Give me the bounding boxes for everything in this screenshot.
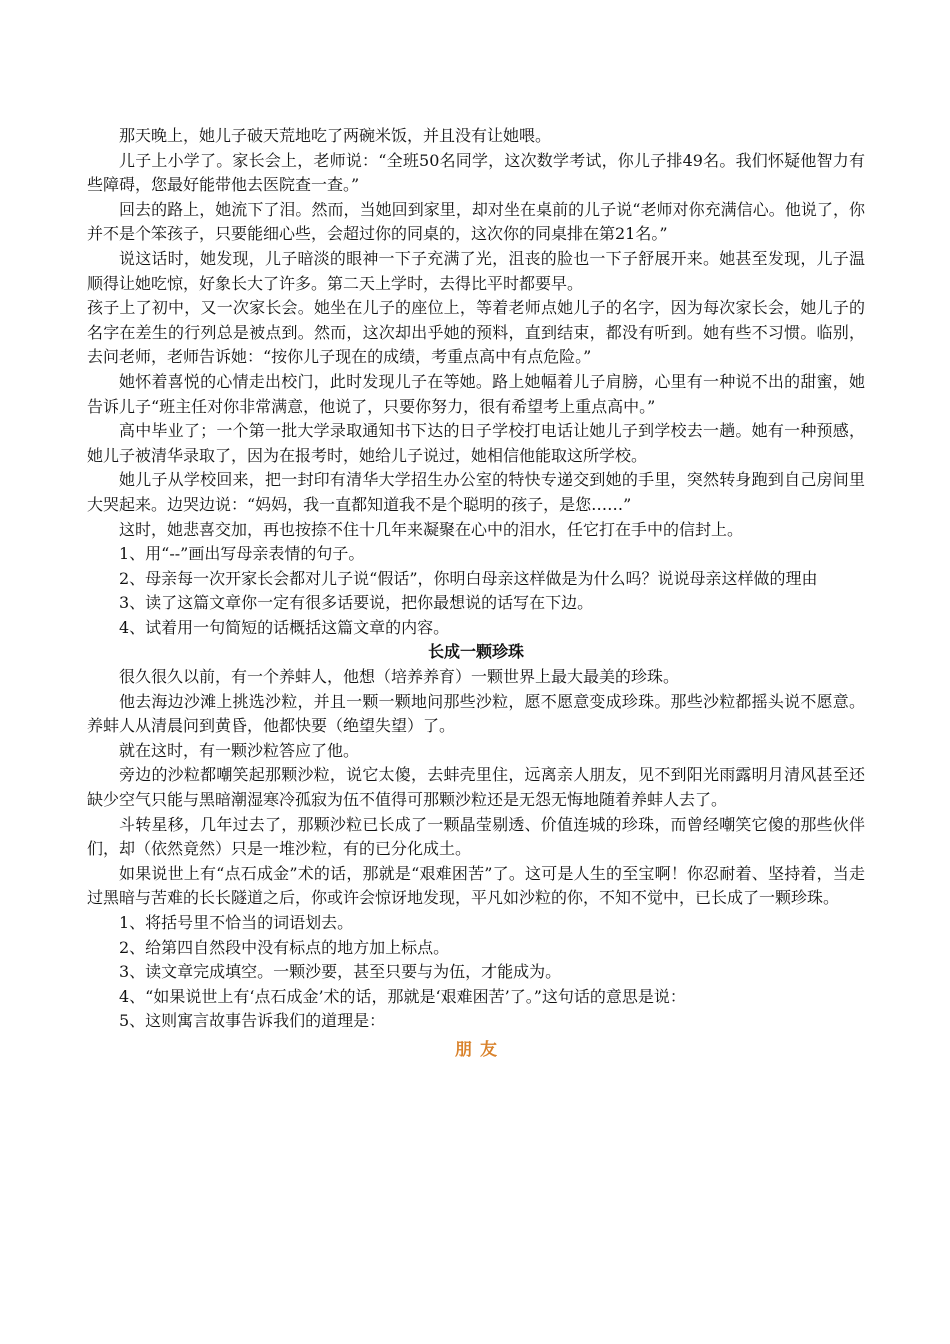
paragraph: 高中毕业了；一个第一批大学录取通知书下达的日子学校打电话让她儿子到学校去一趟。她有一种预感，她儿子被清华录取了，因为在报考时，她给儿子说过，她相信他能取这所学校。 — [87, 421, 865, 465]
paragraph: 她儿子从学校回来，把一封印有清华大学招生办公室的特快专递交到她的手里，突然转身跑到自己房间里大哭起来。边哭边说：“妈妈，我一直都知道我不是个聪明的孩子，是您……” — [87, 470, 865, 514]
paragraph: 儿子上小学了。家长会上，老师说：“全班50名同学，这次数学考试，你儿子排49名。我们怀疑他智力有些障碍，您最好能带他去医院查一查。” — [87, 150, 865, 195]
paragraph: 回去的路上，她流下了泪。然而，当她回到家里，却对坐在桌前的儿子说“老师对你充满信心。他说了，你并不是个笨孩子，只要能细心些，会超过你的同桌的，这次你的同桌排在第21名。” — [87, 199, 865, 244]
question-item: 2、母亲每一次开家长会都对儿子说“假话”，你明白母亲这样做是为什么吗？说说母亲这样做的理由 — [119, 568, 818, 588]
paragraph: 很久很久以前，有一个养蚌人，他想（培养养育）一颗世界上最大最美的珍珠。 — [119, 667, 680, 687]
document-page — [87, 124, 865, 1066]
paragraph: 这时，她悲喜交加，再也按捺不住十几年来凝聚在心中的泪水，任它打在手中的信封上。 — [119, 519, 744, 539]
question-item: 4、试着用一句简短的话概括这篇文章的内容。 — [119, 617, 450, 637]
paragraph: 那天晚上，她儿子破天荒地吃了两碗米饭，并且没有让她喂。 — [119, 126, 552, 145]
paragraph: 斗转星移，几年过去了，那颗沙粒已长成了一颗晶莹剔透、价值连城的珍珠，而曾经嘲笑它傻的那些伙伴们，却（依然竟然）只是一堆沙粒，有的已分化成土。 — [87, 814, 865, 859]
question-item: 3、读了这篇文章你一定有很多话要说，把你最想说的话写在下边。 — [119, 593, 594, 613]
section-title: 长成一颗珍珠 — [427, 642, 524, 662]
section-title: 朋友 — [455, 1039, 505, 1060]
question-item: 1、将括号里不恰当的词语划去。 — [119, 913, 354, 932]
story-friend-section — [87, 1034, 865, 1066]
paragraph: 孩子上了初中，又一次家长会。她坐在儿子的座位上，等着老师点她儿子的名字，因为每次家长会，她儿子的名字在差生的行列总是被点到。然而，这次却出乎她的预料，直到结束，都没有听到。她有些不习惯。临别，去问老师，老师告诉她：“按你儿子现在的成绩，考重点高中有点危险。” — [87, 298, 865, 367]
paragraph: 如果说世上有“点石成金”术的话，那就是“艰难困苦”了。这可是人生的至宝啊！你忍耐着、坚持着，当走过黑暗与苦难的长长隧道之后，你或许会惊讶地发现，平凡如沙粒的你，不知不觉中，已长成了一颗珍珠。 — [87, 863, 865, 908]
paragraph: 就在这时，有一颗沙粒答应了他。 — [119, 740, 360, 760]
story-pearl-section — [87, 640, 865, 1034]
paragraph: 她怀着喜悦的心情走出校门，此时发现儿子在等她。路上她幅着儿子肩膀，心里有一种说不出的甜蜜，她告诉儿子“班主任对你非常满意，他说了，只要你努力，很有希望考上重点高中。” — [87, 371, 865, 416]
question-item: 4、“如果说世上有‘点石成金’术的话，那就是‘艰难困苦’了。”这句话的意思是说： — [119, 986, 686, 1006]
question-item: 5、这则寓言故事告诉我们的道理是： — [119, 1011, 386, 1031]
story-mother-section — [87, 124, 865, 640]
question-item: 2、给第四自然段中没有标点的地方加上标点。 — [119, 937, 450, 957]
question-item: 3、读文章完成填空。一颗沙要，甚至只要与为伍，才能成为。 — [119, 962, 562, 982]
paragraph: 他去海边沙滩上挑选沙粒，并且一颗一颗地问那些沙粒，愿不愿意变成珍珠。那些沙粒都摇头说不愿意。养蚌人从清晨问到黄昏，他都快要（绝望失望）了。 — [87, 691, 865, 736]
question-item: 1、用“--”画出写母亲表情的句子。 — [119, 544, 365, 564]
paragraph: 旁边的沙粒都嘲笑起那颗沙粒，说它太傻，去蚌壳里住，远离亲人朋友，见不到阳光雨露明月清风甚至还缺少空气只能与黑暗潮湿寒冷孤寂为伍不值得可那颗沙粒还是无怨无悔地随着养蚌人去了。 — [87, 765, 865, 810]
paragraph: 说这话时，她发现，儿子暗淡的眼神一下子充满了光，沮丧的脸也一下子舒展开来。她甚至发现，儿子温顺得让她吃惊，好象长大了许多。第二天上学时，去得比平时都要早。 — [87, 248, 865, 293]
